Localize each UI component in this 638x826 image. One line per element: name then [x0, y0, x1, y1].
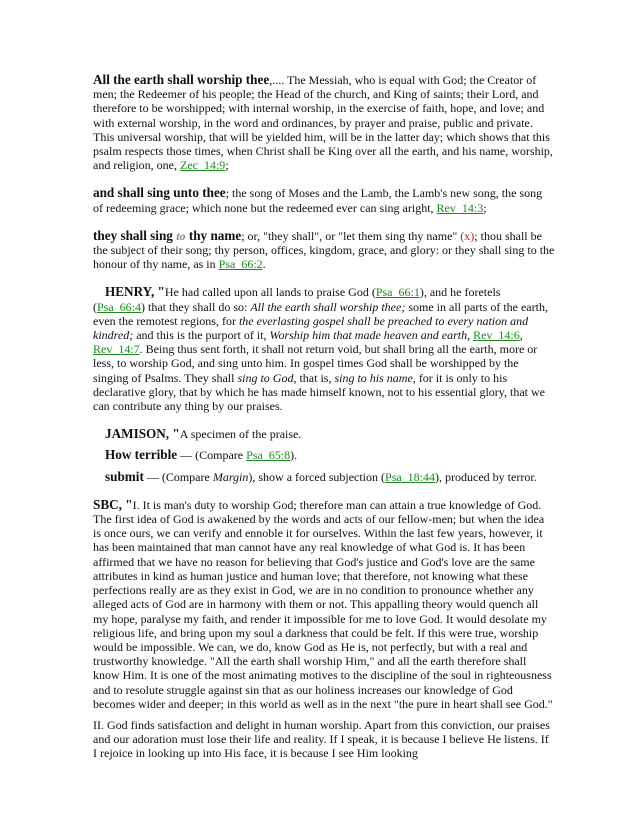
- body-text: and this is the purport of it,: [133, 328, 270, 343]
- body-text: — (Compare: [143, 469, 213, 484]
- paragraph-gill-sing: [93, 186, 555, 214]
- paragraph-sbc-1: [93, 498, 555, 711]
- heading-phrase: they shall sing: [93, 227, 177, 243]
- scripture-link[interactable]: Rev_14:3: [436, 200, 484, 215]
- body-text: ; or, "they shall", or "let them sing thy name": [241, 228, 461, 243]
- body-text: .: [262, 257, 266, 272]
- italic-quote: the everlasting gospel shall be preached to every nation and kindred;: [93, 313, 529, 343]
- scripture-link[interactable]: Rev_14:7: [93, 342, 140, 357]
- commentator-name: JAMISON, ": [105, 426, 180, 442]
- paragraph-gill-worship: [93, 73, 555, 172]
- heading-phrase: submit: [105, 468, 144, 484]
- body-text: ,.... The Messiah, who is equal with God; the Creator of men; the Redeemer of his people; the Head of the church, and King of saints; their Lord, and therefore to be worshipped; with internal worship, in the exercise of faith, hope, and love; and with external worship, in the word and ordinances, by prayer and praise, public and private. This universal worship, that will be yielded him, will be in the latter day; which shows that this psalm respects those times, when Christ shall be King over all the earth, and his name, worship, and religion, one,: [93, 73, 553, 173]
- heading-phrase: How terrible: [105, 447, 178, 463]
- body-text: ).: [290, 448, 298, 463]
- paragraph-jamison-terrible: [93, 448, 555, 462]
- body-text: for it is only to his declarative glory, that by which he has made himself known, not to his essential glory, that we can contribute any thing by our praises.: [93, 370, 545, 414]
- paragraph-sbc-2: [93, 718, 555, 761]
- body-text: He had called upon all lands to praise God (: [164, 285, 376, 300]
- body-text: ), produced by terror.: [435, 469, 537, 484]
- body-text: ;: [225, 158, 229, 173]
- footnote-marker[interactable]: (x): [460, 228, 475, 243]
- italic-quote: sing to his name,: [334, 370, 416, 385]
- italic-quote: All the earth shall worship thee;: [250, 299, 406, 314]
- body-text: ,: [519, 328, 523, 343]
- body-text: ; thou shall be the subject of their song; thy person, offices, kingdom, grace, and glory: or they shall sing to the honour of thy name, as in: [93, 228, 555, 272]
- paragraph-jamison: [93, 427, 555, 441]
- scripture-link[interactable]: Psa_65:8: [246, 448, 291, 463]
- commentator-name: HENRY, ": [105, 284, 165, 300]
- supplied-word: to: [176, 228, 186, 243]
- italic-quote: Worship him that made heaven and earth,: [269, 328, 471, 343]
- body-text: — (Compare: [177, 448, 247, 463]
- scripture-link[interactable]: Rev_14:6: [473, 328, 520, 343]
- body-text: . Being thus sent forth, it shall not return void, but shall bring all the earth, more or less, to worship God, and sing unto him. In gospel times God shall be worshipped by the singing of Psalms. They shall: [93, 342, 538, 385]
- heading-phrase: thy name: [185, 227, 242, 243]
- scripture-link[interactable]: Psa_18:44: [385, 469, 436, 484]
- body-text: ; the song of Moses and the Lamb, the Lamb's new song, the song of redeeming grace; which none but the redeemed ever can sing aright,: [93, 186, 543, 215]
- paragraph-jamison-submit: [93, 470, 555, 484]
- heading-phrase: and shall sing unto thee: [93, 185, 226, 201]
- scripture-link[interactable]: Psa_66:1: [375, 285, 420, 300]
- italic-quote: sing to God,: [237, 370, 297, 385]
- body-text: that is,: [296, 370, 335, 385]
- body-text: ), and he foretels (: [93, 285, 501, 314]
- paragraph-gill-name: [93, 229, 555, 272]
- paragraph-henry: [93, 285, 555, 413]
- body-text: ), show a forced subjection (: [248, 469, 386, 484]
- body-text: I. It is man's duty to worship God; therefore man can attain a true knowledge of God. The first idea of God is awakened by the words and acts of our fellow-men; but when the idea is once ours, we can verify and ennoble it for ourselves. Within the last few years, however, it has been maintained that man cannot have any real knowledge of what God is. It has been affirmed that we have no reason for believing that God's justice and God's love are the same attributes in kind as human justice and human love; that therefore, not knowing what these perfections really are as they exist in God, we are in no condition to pronounce whether any alleged acts of God are in harmony with them or not. This appalling theory would quench all my hope, paralyse my faith, and render it impossible for me to love God. It would desolate my religious life, and bring upon my soul a darkness that could be felt. If this were true, worship would be impossible. We can, we do, know God as He is, not perfectly, but with a real and trustworthy knowledge. "All the earth shall worship Him," and all the earth therefore shall know Him. It is one of the most animating motives to the discipline of the soul in righteousness and to resolute struggle against sin that as our holiness increases our knowledge of God becomes wider and deeper; in this world as well as in the next "the pure in heart shall see God.": [93, 497, 553, 711]
- commentary-page: [93, 73, 555, 761]
- scripture-link[interactable]: Psa_66:4: [97, 299, 142, 314]
- italic-quote: Margin: [212, 469, 249, 484]
- heading-phrase: All the earth shall worship thee: [93, 72, 270, 87]
- body-text: some in all parts of the earth, even the remotest regions, for: [93, 299, 548, 328]
- body-text: ) that they shall do so:: [141, 299, 251, 314]
- scripture-link[interactable]: Zec_14:9: [179, 158, 226, 173]
- scripture-link[interactable]: Psa_66:2: [218, 257, 263, 272]
- body-text: II. God finds satisfaction and delight in human worship. Apart from this conviction, our praises and our adoration must lose their life and reality. If I speak, it is because I believe He listens. If I rejoice in looking up into His face, it is because I see Him looking: [93, 717, 550, 761]
- body-text: ;: [483, 200, 487, 215]
- commentator-name: SBC, ": [93, 496, 133, 512]
- body-text: A specimen of the praise.: [179, 427, 302, 442]
